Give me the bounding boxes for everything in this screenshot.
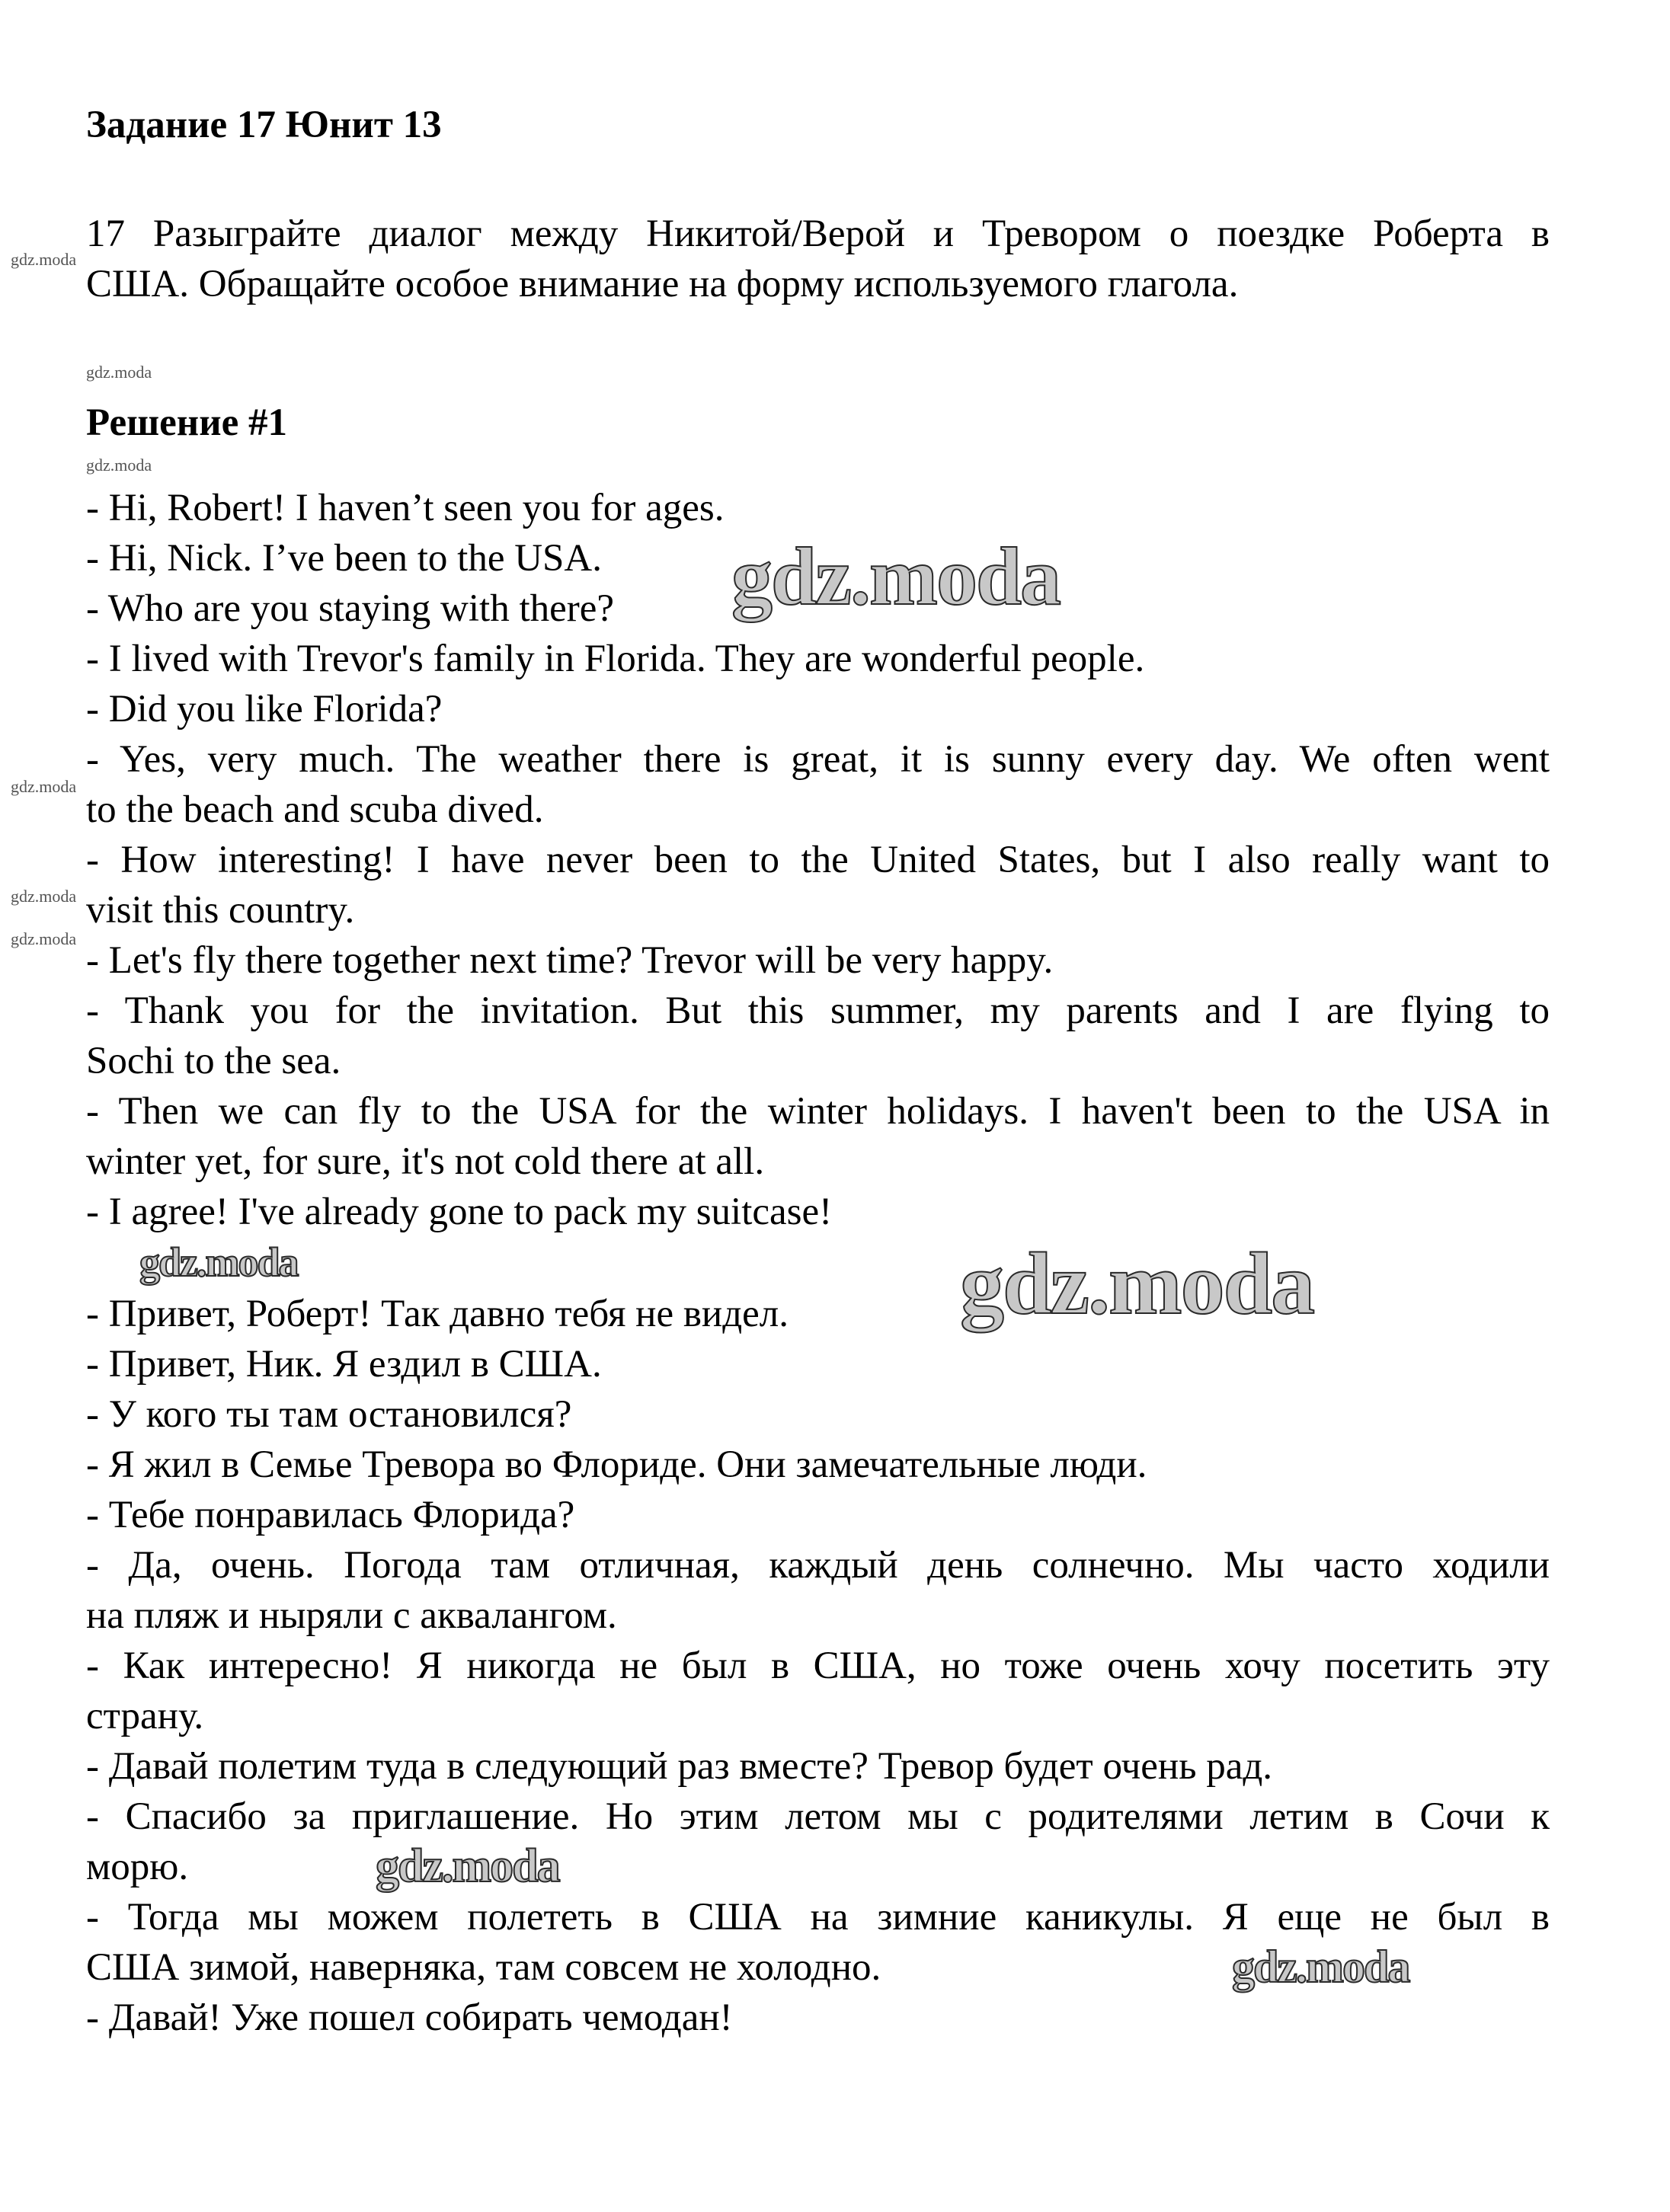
dialog-line: - I lived with Trevor's family in Florida. They are wonderful people. [86,638,1145,680]
dialog-line: - Let's fly there together next time? Trevor will be very happy. [86,939,1054,982]
watermark: gdz.moda [960,1235,1314,1333]
dialog-line: visit this country. [86,889,355,932]
dialog-line: - Тогда мы можем полететь в США на зимние каникулы. Я еще не был в [86,1896,1550,1939]
page-title: Задание 17 Юнит 13 [86,104,442,146]
dialog-line: морю. [86,1846,189,1888]
dialog-line: - How interesting! I have never been to the United States, but I also really want to [86,839,1550,881]
russian-dialog [86,1289,1550,2043]
dialog-line: США зимой, наверняка, там совсем не холодно. [86,1946,881,1989]
watermark: gdz.moda [11,929,77,948]
watermark: gdz.moda [86,456,152,475]
dialog-line: на пляж и ныряли с аквалангом. [86,1594,617,1637]
dialog-line: - Тебе понравилась Флорида? [86,1494,575,1536]
dialog-line: - Привет, Ник. Я ездил в США. [86,1343,602,1386]
dialog-line: - Как интересно! Я никогда не был в США, но тоже очень хочу посетить эту [86,1645,1550,1687]
watermark: gdz.moda [731,532,1061,622]
dialog-line: - Давай! Уже пошел собирать чемодан! [86,1996,733,2039]
watermark: gdz.moda [1232,1942,1409,1992]
task-line: 17 Разыграйте диалог между Никитой/Верой и Тревором о поездке Роберта в [86,213,1550,255]
watermark: gdz.moda [11,777,77,796]
dialog-line: Sochi to the sea. [86,1040,341,1082]
task-text [86,209,1550,309]
dialog-line: страну. [86,1695,204,1737]
dialog-line: - I agree! I've already gone to pack my suitcase! [86,1191,833,1233]
watermark: gdz.moda [11,887,77,906]
dialog-line: - Then we can fly to the USA for the winter holidays. I haven't been to the USA in [86,1090,1550,1133]
dialog-line: - Yes, very much. The weather there is great, it is sunny every day. We often went [86,738,1550,781]
dialog-line: - Who are you staying with there? [86,587,615,630]
watermark: gdz.moda [86,363,152,382]
dialog-line: - Давай полетим туда в следующий раз вместе? Тревор будет очень рад. [86,1745,1273,1788]
dialog-line: - Hi, Robert! I haven’t seen you for ages. [86,487,725,529]
dialog-line: - Да, очень. Погода там отличная, каждый день солнечно. Мы часто ходили [86,1544,1550,1587]
dialog-line: - Hi, Nick. I’ve been to the USA. [86,537,602,580]
dialog-line: - Thank you for the invitation. But this summer, my parents and I are flying to [86,989,1550,1032]
solution-heading: Решение #1 [86,401,287,444]
watermark: gdz.moda [376,1840,559,1892]
dialog-line: - Я жил в Семье Тревора во Флориде. Они замечательные люди. [86,1443,1147,1486]
dialog-line: - У кого ты там остановился? [86,1393,572,1436]
dialog-line: - Did you like Florida? [86,688,443,730]
watermark: gdz.moda [139,1239,298,1285]
dialog-line: - Спасибо за приглашение. Но этим летом мы с родителями летим в Сочи к [86,1795,1550,1838]
dialog-line: to the beach and scuba dived. [86,788,544,831]
dialog-line: - Привет, Роберт! Так давно тебя не видел. [86,1293,789,1335]
task-line: США. Обращайте особое внимание на форму используемого глагола. [86,263,1239,305]
watermark: gdz.moda [11,250,77,269]
dialog-line: winter yet, for sure, it's not cold there at all. [86,1140,765,1183]
